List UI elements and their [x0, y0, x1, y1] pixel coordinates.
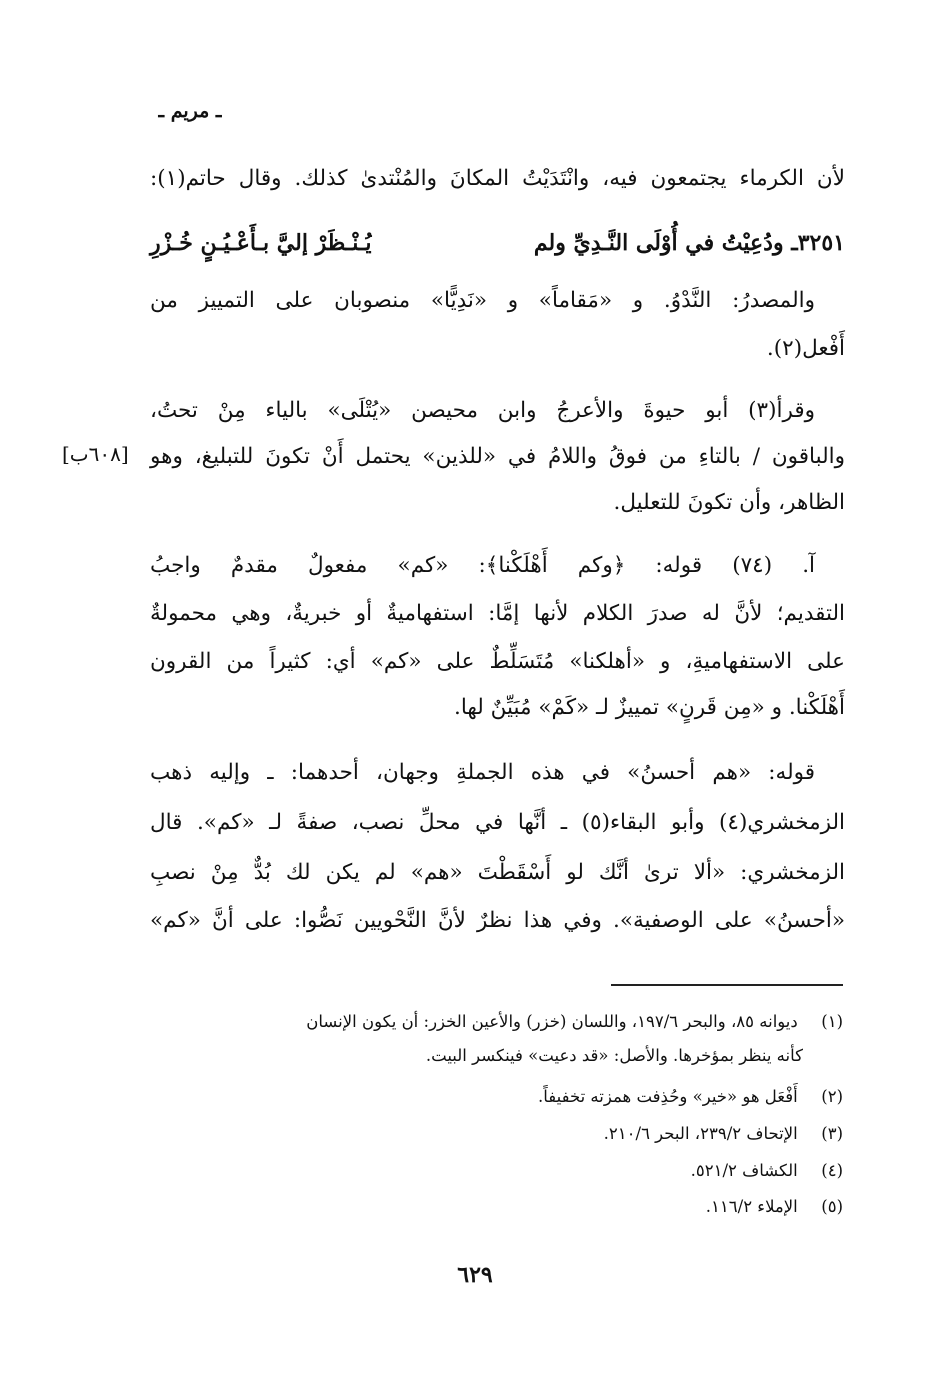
footnotes [140, 0, 843, 1230]
text-line: أَفْعل(٢). [766, 336, 845, 361]
text-line: لأن الكرماء يجتمعون فيه، وانْتَدَيْتُ المكانَ والمُنْتدىٰ كذلك. وقال حاتم(١): [150, 166, 845, 191]
text-line: الزمخشري(٤) وأبو البقاء(٥) ـ أنَّها في محلِّ نصب، صفةً لـ «كم». قال [150, 810, 845, 835]
page-number: ٦٢٩ [457, 1262, 493, 1288]
text-line: والمصدرُ: النَّدْوُ. و «مَقاماً» و «نَدِيًّا» منصوبان على التمييز من [150, 288, 815, 313]
text-line: الزمخشري: «ألا ترىٰ أنَّك لو أَسْقَطْتَ «هم» لم يكن لك بُدٌّ مِنْ نصبِ [150, 860, 845, 885]
text-line: التقديم؛ لأنَّ له صدرَ الكلام لأنها إمَّا: استفهاميةٌ أو خبريةٌ، وهي محمولةٌ [150, 601, 845, 626]
footnote-number: (٤) [821, 1161, 843, 1180]
manuscript-folio-marker: [٦٠٨ب] [62, 442, 129, 466]
footnote-3 [140, 1124, 843, 1143]
text-line: وقرأ(٣) أبو حيوةَ والأعرجُ وابن محيصن «يُتْلَى» بالياء مِنْ تحتُ، [150, 398, 815, 423]
footnote-text: الكشاف ٥٢١/٢. [690, 1161, 798, 1180]
footnote-number: (١) [821, 1012, 843, 1031]
footnote-1 [140, 1012, 843, 1031]
verse-text: ودُعِيْتُ في أُوْلَى النَّـدِيِّ ولم [533, 230, 784, 256]
verse-number: ٣٢٥١ـ [791, 230, 845, 256]
text-line: «أحسنُ» على الوصفية». وفي هذا نظرٌ لأنَّ النَّحْويين نَصُّوا: على أنَّ «كم» [150, 908, 845, 933]
footnote-5 [140, 1197, 843, 1216]
text-line: أَهْلَكْنا. و «مِن قَرنٍ» تمييزٌ لـ «كَمْ» مُبَيِّنٌ لها. [453, 695, 845, 720]
text-line: والباقون / بالتاءِ من فوقُ واللامُ في «للذين» يحتمل أَنْ تكونَ للتبليغ، وهو [150, 444, 845, 469]
footnote-number: (٥) [821, 1197, 843, 1216]
footnote-4 [140, 1161, 843, 1180]
running-header: ـ مريم ـ [158, 100, 222, 122]
text-line: الظاهر، وأن تكونَ للتعليل. [613, 490, 845, 515]
footnote-text: الإملاء ١١٦/٢. [705, 1197, 798, 1216]
verse-second-hemistich: يُـنْـظَرْ إليَّ بـأَعْـيُـنٍ خُـزْرِ [150, 230, 372, 256]
footnote-number: (٣) [821, 1124, 843, 1143]
footnote-number: (٢) [821, 1087, 843, 1106]
text-line: قوله: «هم أحسنُ» في هذه الجملةِ وجهان، أحدهما: ـ وإليه ذهب [150, 760, 815, 785]
text-line: آ. (٧٤) قوله: ﴿وكم أَهْلَكْنا﴾: «كم» مفعولٌ مقدمٌ واجبُ [150, 553, 815, 578]
footnote-1-continued: كأنه ينظر بمؤخرها. والأصل: «قد دعيت» فينكسر البيت. [425, 1046, 803, 1065]
footnote-text: أَفْعَل هو «خير» وحُذِفت همزته تخفيفاً. [538, 1087, 798, 1106]
text-line: على الاستفهاميةِ، و «أهلكنا» مُتَسَلِّطٌ على «كم» أي: كثيراً من القرون [150, 649, 845, 674]
footnote-text: ديوانه ٨٥، والبحر ١٩٧/٦، واللسان (خزر) والأعين الخزر: أن يكون الإنسان [306, 1012, 798, 1031]
footnote-text: الإتحاف ٢٣٩/٢، البحر ٢١٠/٦. [603, 1124, 798, 1143]
footnote-2 [140, 1087, 843, 1106]
